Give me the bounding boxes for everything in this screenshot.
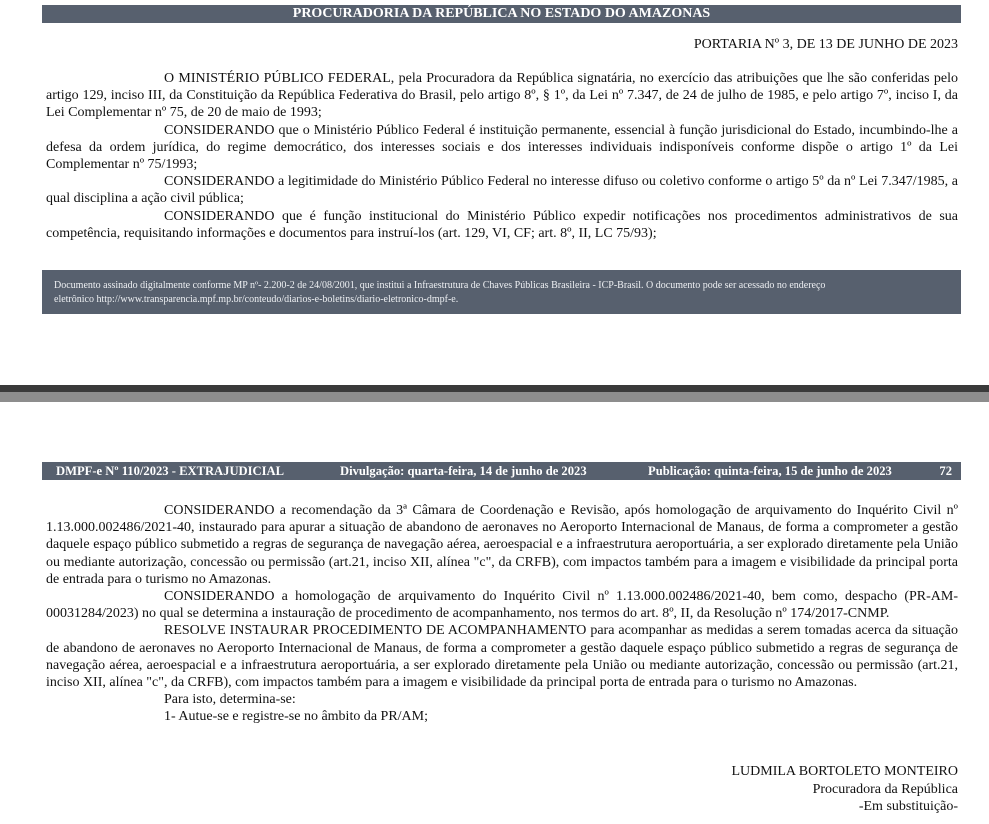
note-line-1: Documento assinado digitalmente conforme MP nº- 2.200-2 de 24/08/2001, que institui a Infraestrutura de Chaves Públicas Brasileira - ICP-Brasil. O documento pode ser acessado no endereço xyxy=(54,280,826,291)
header-bar xyxy=(42,5,961,23)
page-separator-dark xyxy=(0,385,989,392)
bottom-text-block xyxy=(46,502,958,726)
page-separator-light xyxy=(0,392,989,402)
header-title: PROCURADORIA DA REPÚBLICA NO ESTADO DO AMAZONAS xyxy=(292,6,711,21)
paragraph-determina: Para isto, determina-se: xyxy=(164,692,296,708)
signature-note: -Em substituição- xyxy=(858,799,958,814)
portaria-title: PORTARIA Nº 3, DE 13 DE JUNHO DE 2023 xyxy=(693,37,958,52)
dmpf-publicacao: Publicação: quinta-feira, 15 de junho de 2023 xyxy=(648,464,892,478)
paragraph-preamble: O MINISTÉRIO PÚBLICO FEDERAL, pela Procuradora da República signatária, no exercício das atribuições que lhe são conferidas pelo artigo 129, inciso III, da Constituição da República Federativa do Brasil, pelo artigo 8º, § 1º, da Lei nº 7.347, de 24 de julho de 1985, e pelo artigo 7º, inciso I, da Lei Complementar nº 75, de 20 de maio de 1993; xyxy=(46,71,958,121)
page-number: 72 xyxy=(939,464,952,478)
signature-block xyxy=(731,763,958,816)
paragraph-considerando-1: CONSIDERANDO que o Ministério Público Federal é instituição permanente, essencial à função jurisdicional do Estado, incumbindo-lhe a defesa da ordem jurídica, do regime democrático, dos interesses sociais e dos interesses individuais indisponíveis conforme dispõe o artigo 1º da Lei Complementar nº 75/1993; xyxy=(46,122,958,173)
dmpf-divulgacao: Divulgação: quarta-feira, 14 de junho de 2023 xyxy=(340,464,587,478)
paragraph-resolve: RESOLVE INSTAURAR PROCEDIMENTO DE ACOMPANHAMENTO para acompanhar as medidas a serem tomadas acerca da situação de abandono de aeronaves no Aeroporto Internacional de Manaus, de forma a comprometer a gestão daquele espaço público submetido a regras de segurança de navegação aérea, aeroespacial e a infraestrutura aeroportuária, a ser explorado diretamente pela União ou mediante autorização, concessão ou permissão (art.21, inciso XII, alínea "c", da CRFB), com impactos também para a imagem e visibilidade da principal porta de entrada para o turismo no Amazonas. xyxy=(46,623,958,691)
dmpf-header-bar xyxy=(42,462,961,480)
top-text-block xyxy=(46,70,958,242)
dmpf-edition: DMPF-e Nº 110/2023 - EXTRAJUDICIAL xyxy=(56,464,285,478)
paragraph-considerando-4: CONSIDERANDO a recomendação da 3ª Câmara de Coordenação e Revisão, após homologação de arquivamento do Inquérito Civil nº 1.13.000.002486/2021-40, instaurado para apurar a situação de abandono de aeronaves no Aeroporto Internacional de Manaus, de forma a comprometer a gestão daquele espaço público submetido a regras de segurança de navegação aérea, aeroespacial e a infraestrutura aeroportuária, a ser explorado diretamente pela União ou mediante autorização, concessão ou permissão (art.21, inciso XII, alínea "c", da CRFB), com impactos também para a imagem e visibilidade da principal porta de entrada para o turismo no Amazonas. xyxy=(46,503,958,587)
paragraph-considerando-5: CONSIDERANDO a homologação de arquivamento do Inquérito Civil nº 1.13.000.002486/2021-40, bem como, despacho (PR-AM-00031284/2023) no qual se determina a instauração de procedimento de acompanhamento, nos termos do art. 8º, II, da Resolução nº 174/2017-CNMP. xyxy=(46,589,958,622)
paragraph-considerando-3: CONSIDERANDO que é função institucional do Ministério Público expedir notificações nos procedimentos administrativos de sua competência, requisitando informações e documentos para instruí-los (art. 129, VI, CF; art. 8º, II, LC 75/93); xyxy=(46,208,958,241)
note-line-2: eletrônico http://www.transparencia.mpf.mp.br/conteudo/diarios-e-boletins/diario-eletronico-dmpf-e. xyxy=(54,294,459,305)
digital-signature-note xyxy=(42,270,961,314)
paragraph-considerando-2: CONSIDERANDO a legitimidade do Ministério Público Federal no interesse difuso ou coletivo conforme o artigo 5º da nº Lei 7.347/1985, a qual disciplina a ação civil pública; xyxy=(46,174,958,207)
signature-name: LUDMILA BORTOLETO MONTEIRO xyxy=(731,764,958,779)
signature-role: Procuradora da República xyxy=(812,781,958,797)
paragraph-item-1: 1- Autue-se e registre-se no âmbito da PR/AM; xyxy=(164,709,429,725)
